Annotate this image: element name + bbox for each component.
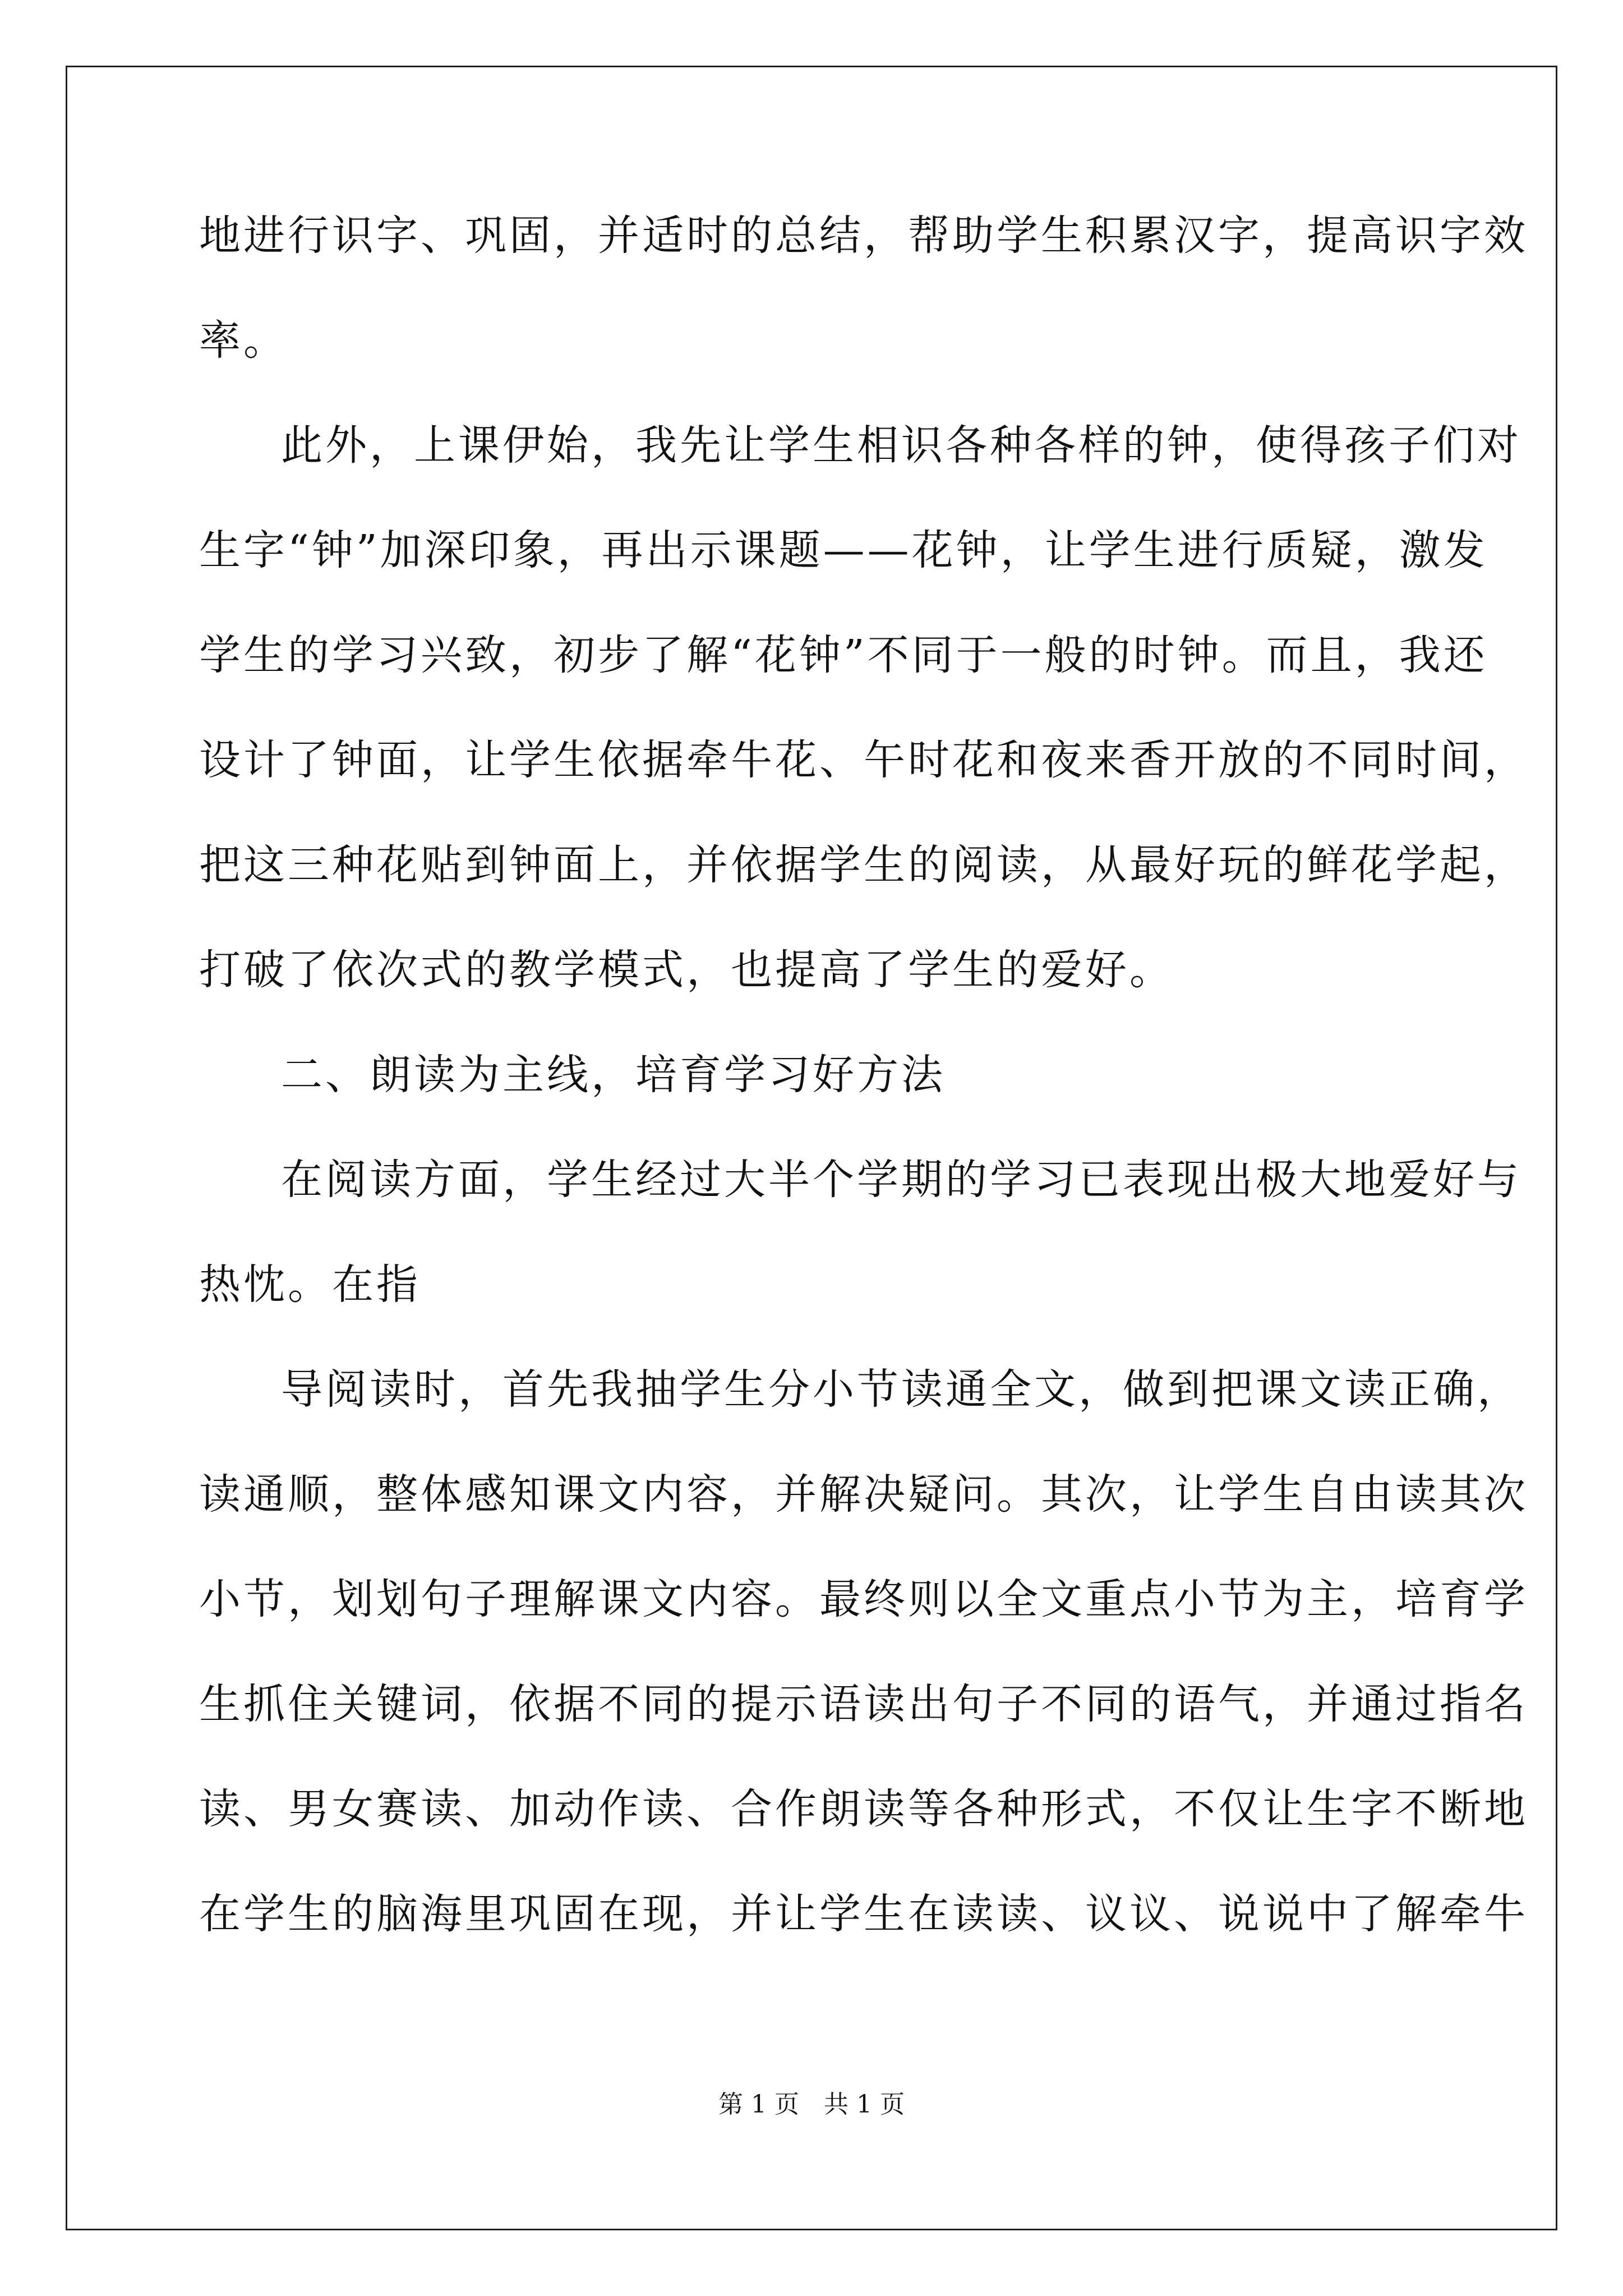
- text-line: 小节，划划句子理解课文内容。最终则以全文重点小节为主，培育学: [199, 1575, 1528, 1623]
- text-line: 此外，上课伊始，我先让学生相识各种各样的钟，使得孩子们对: [281, 421, 1521, 470]
- text-line: 在阅读方面，学生经过大半个学期的学习已表现出极大地爱好与: [281, 1156, 1521, 1204]
- text-line: 读通顺，整体感知课文内容，并解决疑问。其次，让学生自由读其次: [199, 1470, 1528, 1519]
- page-footer: 第 1 页 共 1 页: [718, 2090, 905, 2119]
- text-line: 把这三种花贴到钟面上，并依据学生的阅读，从最好玩的鲜花学起，: [199, 841, 1528, 889]
- text-line: 在学生的脑海里巩固在现，并让学生在读读、议议、说说中了解牵牛: [199, 1890, 1528, 1938]
- text-line: 热忱。在指: [199, 1260, 421, 1309]
- text-line: 设计了钟面，让学生依据牵牛花、午时花和夜来香开放的不同时间，: [199, 736, 1528, 784]
- text-line: 率。: [199, 316, 288, 365]
- text-line: 读、男女赛读、加动作读、合作朗读等各种形式，不仅让生字不断地: [199, 1785, 1528, 1833]
- text-line: 学生的学习兴致，初步了解“花钟”不同于一般的时钟。而且，我还: [199, 631, 1488, 679]
- text-line: 打破了依次式的教学模式，也提高了学生的爱好。: [199, 946, 1174, 994]
- text-line: 地进行识字、巩固，并适时的总结，帮助学生积累汉字，提高识字效: [199, 211, 1528, 260]
- text-line: 生字“钟”加深印象，再出示课题——花钟，让学生进行质疑，激发: [199, 526, 1488, 574]
- text-line: 导阅读时，首先我抽学生分小节读通全文，做到把课文读正确，: [281, 1365, 1521, 1414]
- section-heading: 二、朗读为主线，培育学习好方法: [281, 1051, 946, 1099]
- text-line: 生抓住关键词，依据不同的提示语读出句子不同的语气，并通过指名: [199, 1680, 1528, 1728]
